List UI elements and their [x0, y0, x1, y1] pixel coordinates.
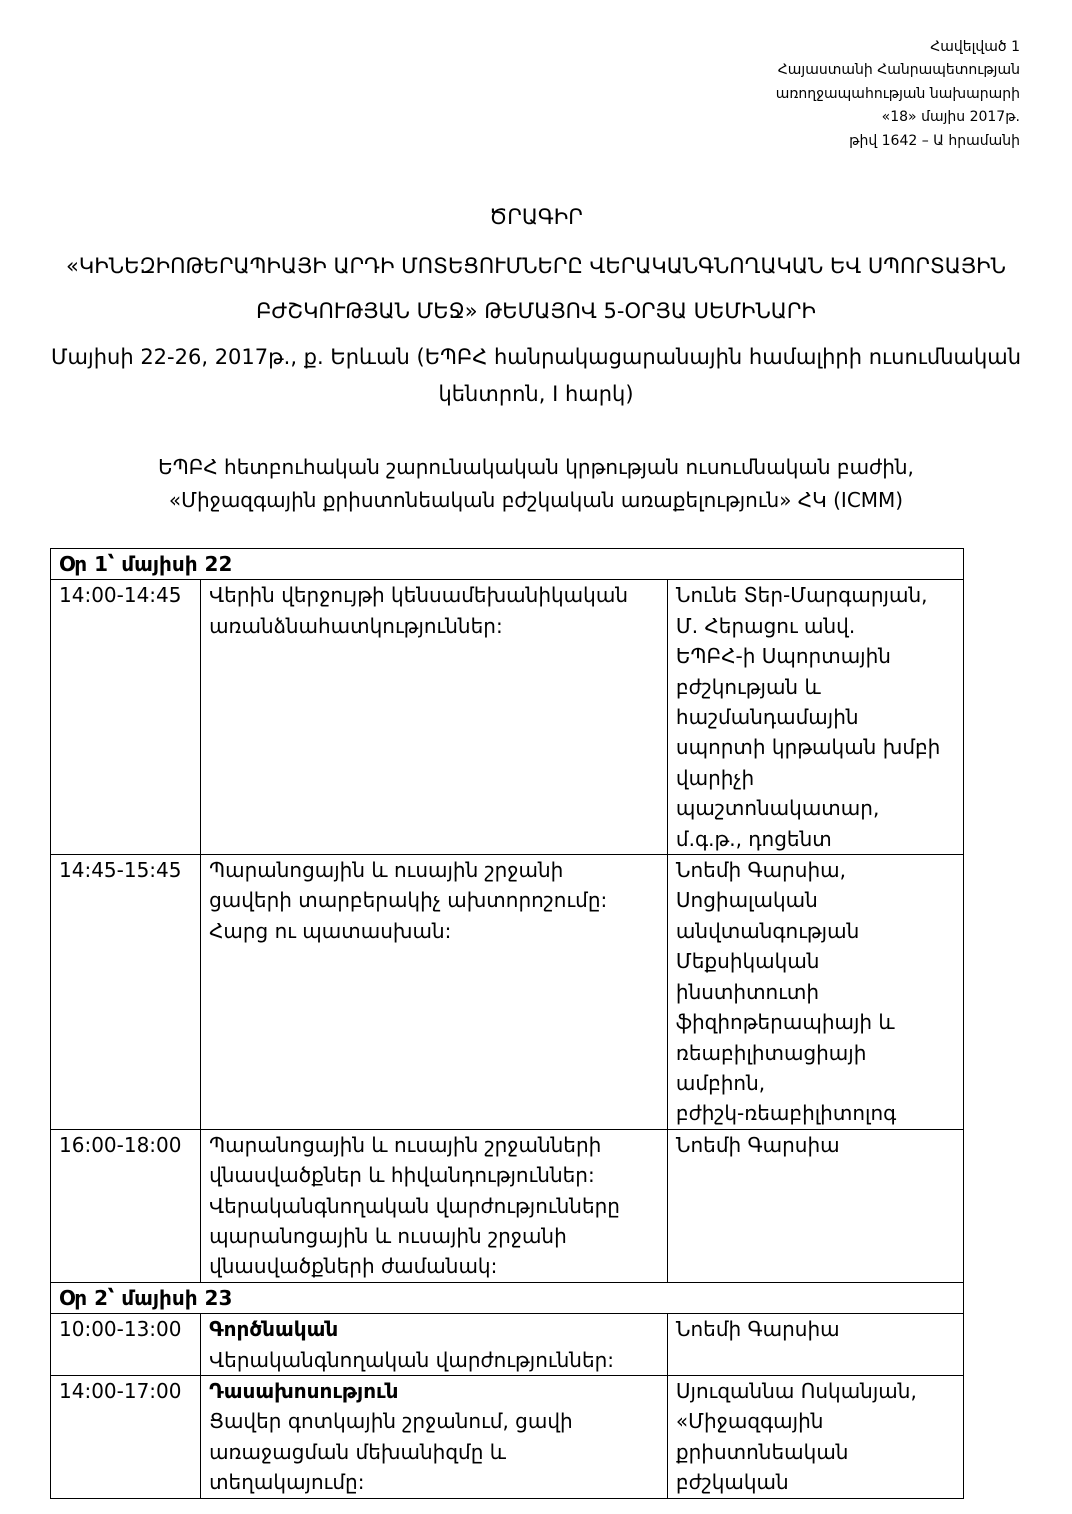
- topic-line: Հարց ու պատասխան:: [209, 918, 452, 943]
- topic-cell: [201, 855, 668, 1130]
- speaker-line: Նունե Տեր-Մարգարյան,: [675, 583, 928, 608]
- annex-line: Հայաստանի Հանրապետության: [777, 62, 1020, 79]
- annex-line: թիվ 1642 – Ա հրամանի: [849, 132, 1020, 149]
- speaker-line: Մեքսիկական: [675, 949, 820, 974]
- speaker-line: ամբիոն,: [675, 1070, 766, 1095]
- speaker-line: բժշկական: [675, 1470, 789, 1495]
- speaker-line: անվտանգության: [675, 918, 860, 943]
- time-cell: 14:45-15:45: [51, 855, 201, 1130]
- speaker-line: «Միջազգային: [675, 1409, 824, 1434]
- seminar-title-line: «ԿԻՆԵԶԻՈԹԵՐԱՊԻԱՅԻ ԱՐԴԻ ՄՈՏԵՑՈՒՄՆԵՐԸ ՎԵՐԱԿԱՆԳՆՈՂԱԿԱՆ ԵՎ ՍՊՈՐՏԱՅԻՆ: [66, 254, 1006, 278]
- speaker-line: Սյուզաննա Ոսկանյան,: [675, 1378, 917, 1403]
- speaker-line: ֆիզիոթերապիայի և: [675, 1010, 895, 1035]
- speaker-line: մ.գ.թ., դոցենտ: [675, 826, 832, 851]
- table-row: [51, 580, 964, 855]
- speaker-line: վարիչի: [675, 765, 755, 790]
- topic-line: Վերականգնողական վարժություններ:: [209, 1347, 615, 1372]
- topic-cell: [201, 580, 668, 855]
- speaker-line: Նոեմի Գարսիա: [675, 1132, 840, 1157]
- speaker-cell: [667, 1129, 963, 1282]
- organizer-line: ԵՊԲՀ հետբուհական շարունակական կրթության ուսումնական բաժին,: [158, 455, 914, 479]
- annex-line: առողջապահության նախարարի: [775, 85, 1020, 102]
- table-row: [51, 855, 964, 1130]
- topic-cell: [201, 1129, 668, 1282]
- topic-line: առանձնահատկություններ:: [209, 613, 503, 638]
- speaker-line: Նոեմի Գարսիա: [675, 1317, 840, 1342]
- organizer-line: «Միջազգային քրիստոնեական բժշկական առաքելություն» ՀԿ (ICMM): [168, 488, 904, 512]
- speaker-line: սպորտի կրթական խմբի: [675, 735, 941, 760]
- topic-line: վնասվածքների ժամանակ:: [209, 1254, 498, 1279]
- topic-line: Ցավեր գոտկային շրջանում, ցավի: [209, 1409, 573, 1434]
- topic-line: Վերականգնողական վարժությունները: [209, 1193, 620, 1218]
- speaker-line: Նոեմի Գարսիա,: [675, 858, 846, 883]
- seminar-title-line: ԲԺՇԿՈՒԹՅԱՆ ՄԵՋ» ԹԵՄԱՅՈՎ 5-ՕՐՅԱ ՍԵՄԻՆԱՐԻ: [256, 299, 816, 323]
- topic-cell: [201, 1375, 668, 1498]
- topic-line: ցավերի տարբերակիչ ախտորոշումը:: [209, 888, 608, 913]
- topic-line: Պարանոցային և ուսային շրջանների: [209, 1132, 602, 1157]
- topic-line: տեղակայումը:: [209, 1470, 365, 1495]
- topic-line: առաջացման մեխանիզմը և: [209, 1439, 506, 1464]
- speaker-line: բժիշկ-ռեաբիլիտոլոգ: [675, 1101, 897, 1126]
- annex-block: [776, 36, 1020, 153]
- topic-cell: [201, 1314, 668, 1376]
- day-label: Օր 1՝ մայիսի 22: [51, 549, 964, 580]
- speaker-line: հաշմանդամային: [675, 705, 859, 730]
- speaker-line: ռեաբիլիտացիայի: [675, 1040, 867, 1065]
- speaker-cell: [667, 1375, 963, 1498]
- topic-line: վնասվածքներ և հիվանդություններ:: [209, 1163, 595, 1188]
- speaker-line: Մ. Հերացու անվ.: [675, 613, 856, 638]
- speaker-cell: [667, 1314, 963, 1376]
- day-header-row: [51, 1282, 964, 1313]
- speaker-line: ինստիտուտի: [675, 979, 820, 1004]
- date-location-line: կենտրոն, I հարկ): [438, 382, 634, 406]
- time-cell: 14:00-14:45: [51, 580, 201, 855]
- session-type: Գործնական: [209, 1317, 339, 1342]
- schedule-table: [50, 548, 964, 1499]
- day-label: Օր 2՝ մայիսի 23: [51, 1282, 964, 1313]
- table-row: [51, 1314, 964, 1376]
- annex-line: Հավելված 1: [930, 39, 1020, 55]
- speaker-cell: [667, 855, 963, 1130]
- speaker-line: Սոցիալական: [675, 888, 818, 913]
- program-title: ԾՐԱԳԻՐ: [489, 205, 583, 229]
- topic-line: Պարանոցային և ուսային շրջանի: [209, 858, 564, 883]
- speaker-line: քրիստոնեական: [675, 1439, 849, 1464]
- topic-line: Վերին վերջույթի կենսամեխանիկական: [209, 583, 628, 608]
- speaker-line: ԵՊԲՀ-ի Սպորտային: [675, 644, 891, 669]
- speaker-cell: [667, 580, 963, 855]
- date-location-line: Մայիսի 22-26, 2017թ., ք. Երևան (ԵՊԲՀ հանրակացարանային համալիրի ուսումնական: [50, 345, 1022, 369]
- speaker-line: պաշտոնակատար,: [675, 796, 880, 821]
- time-cell: 16:00-18:00: [51, 1129, 201, 1282]
- table-row: [51, 1375, 964, 1498]
- time-cell: 10:00-13:00: [51, 1314, 201, 1376]
- table-row: [51, 1129, 964, 1282]
- speaker-line: բժշկության և: [675, 674, 821, 699]
- time-cell: 14:00-17:00: [51, 1375, 201, 1498]
- session-type: Դասախոսություն: [209, 1378, 399, 1403]
- day-header-row: [51, 549, 964, 580]
- topic-line: պարանոցային և ուսային շրջանի: [209, 1223, 567, 1248]
- annex-line: «18» մայիս 2017թ.: [881, 109, 1020, 126]
